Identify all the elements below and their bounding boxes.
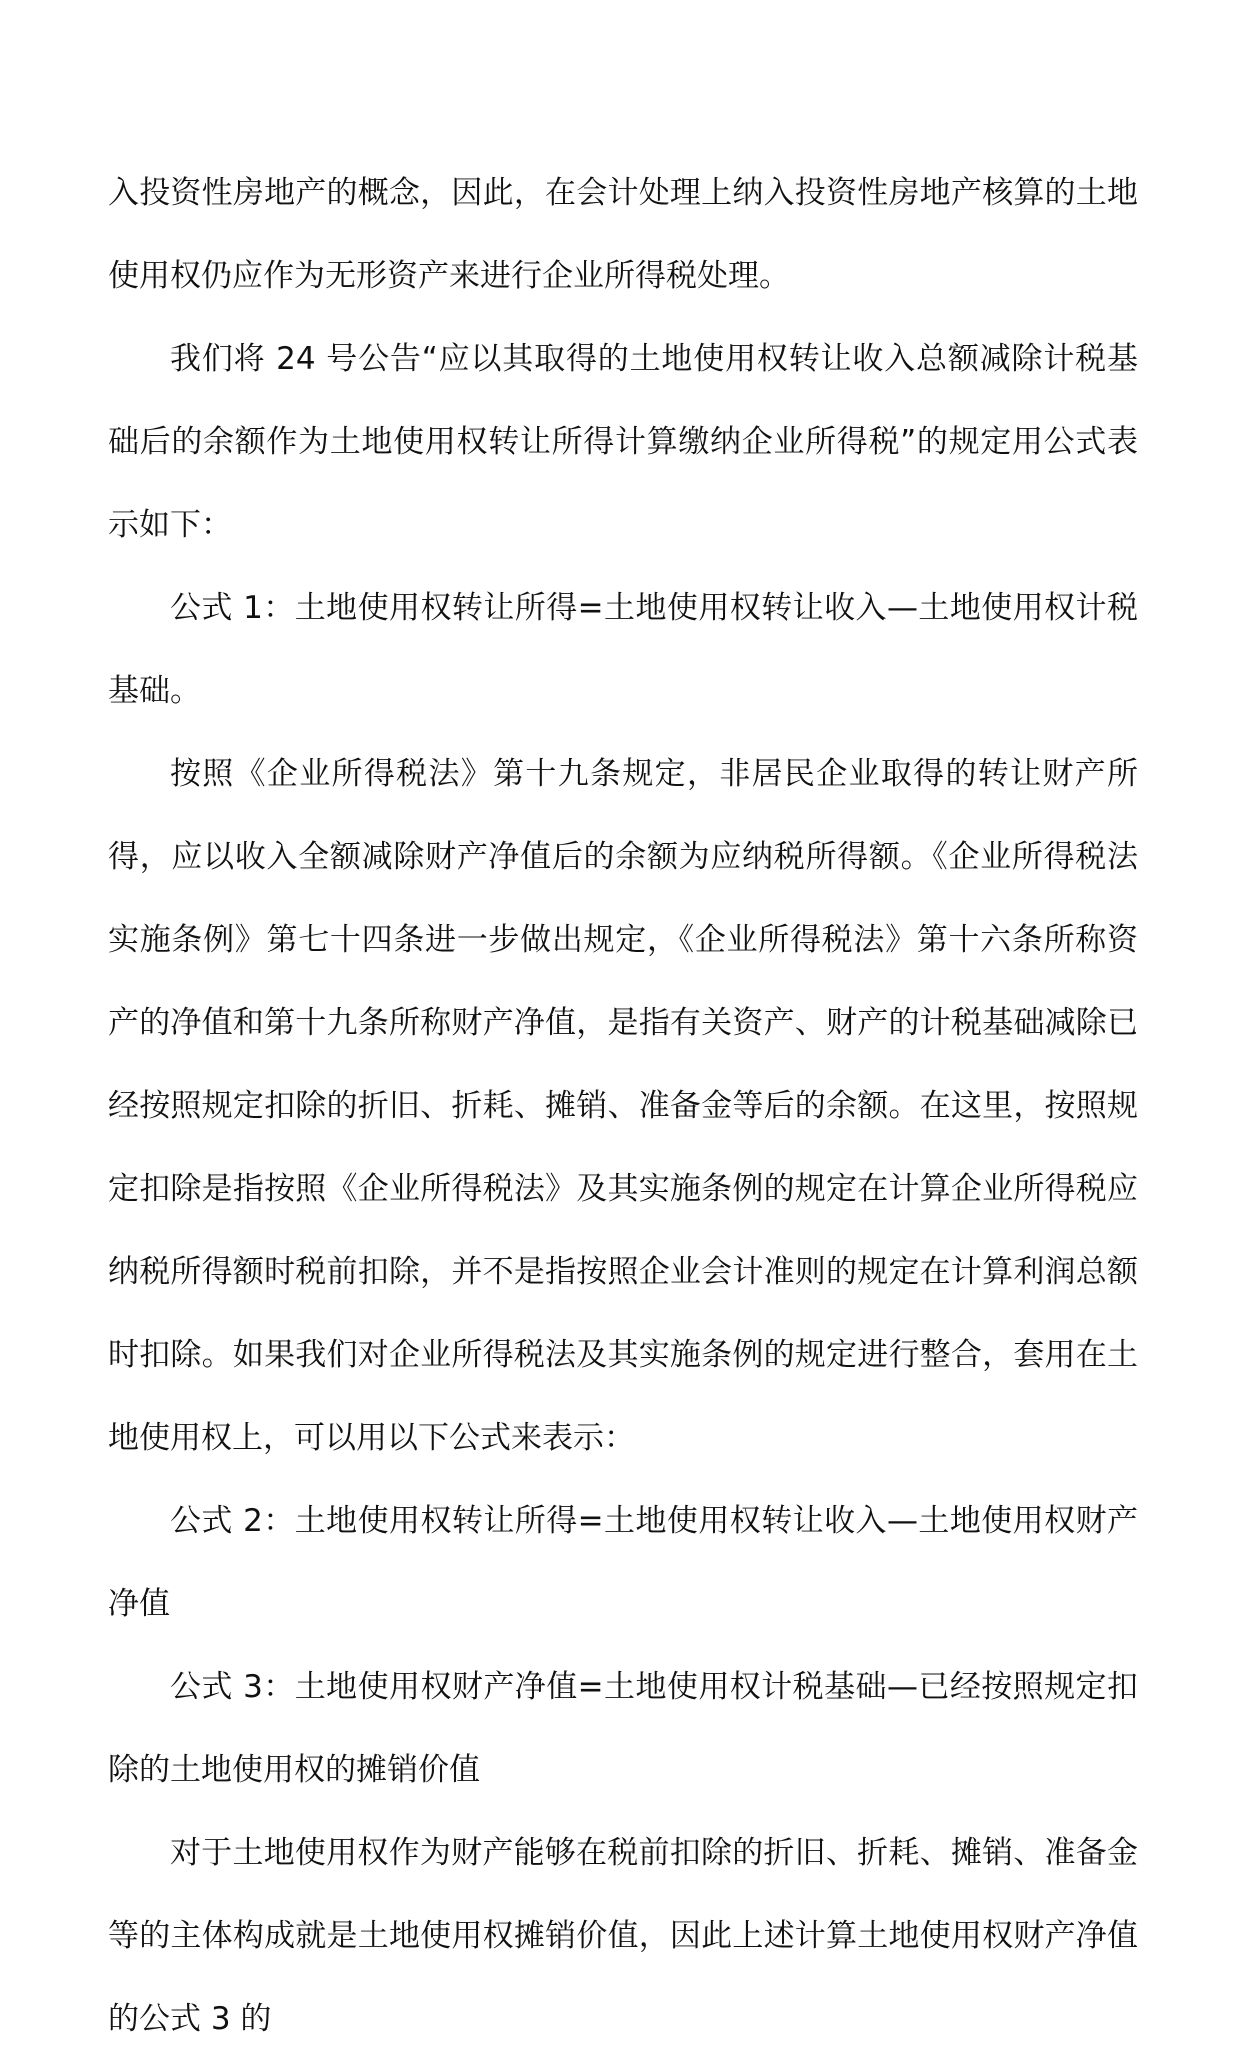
- formula-3-paragraph: 公式 3：土地使用权财产净值=土地使用权计税基础—已经按照规定扣除的土地使用权的摊销价值: [108, 1669, 1138, 1788]
- paragraph-7: 对于土地使用权作为财产能够在税前扣除的折旧、折耗、摊销、准备金等的主体构成就是土地使用权摊销价值，因此上述计算土地使用权财产净值的公式 3 的: [108, 1835, 1138, 2037]
- paragraph-2: 我们将 24 号公告“应以其取得的土地使用权转让收入总额减除计税基础后的余额作为土地使用权转让所得计算缴纳企业所得税”的规定用公式表示如下：: [108, 341, 1138, 543]
- formula-1-paragraph: 公式 1：土地使用权转让所得=土地使用权转让收入—土地使用权计税基础。: [108, 590, 1138, 709]
- formula-2-paragraph: 公式 2：土地使用权转让所得=土地使用权转让收入—土地使用权财产净值: [108, 1503, 1138, 1622]
- paragraph-1: 入投资性房地产的概念，因此，在会计处理上纳入投资性房地产核算的土地使用权仍应作为无形资产来进行企业所得税处理。: [108, 175, 1138, 294]
- document-body: [108, 152, 1138, 2061]
- paragraph-4: 按照《企业所得税法》第十九条规定，非居民企业取得的转让财产所得，应以收入全额减除财产净值后的余额为应纳税所得额。《企业所得税法实施条例》第七十四条进一步做出规定，《企业所得税法》第十六条所称资产的净值和第十九条所称财产净值，是指有关资产、财产的计税基础减除已经按照规定扣除的折旧、折耗、摊销、准备金等后的余额。在这里，按照规定扣除是指按照《企业所得税法》及其实施条例的规定在计算企业所得税应纳税所得额时税前扣除，并不是指按照企业会计准则的规定在计算利润总额时扣除。如果我们对企业所得税法及其实施条例的规定进行整合，套用在土地使用权上，可以用以下公式来表示：: [108, 756, 1138, 1456]
